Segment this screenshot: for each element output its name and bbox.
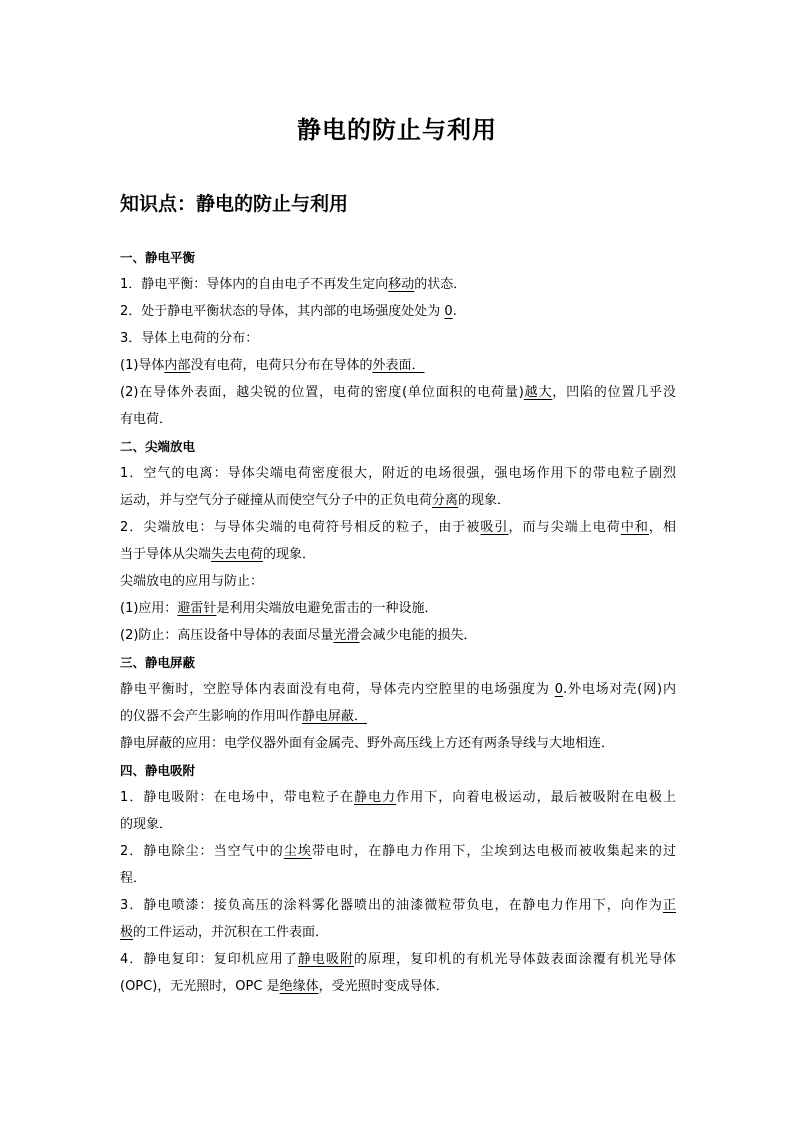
text-segment: 的原理，复印机的有机光导体鼓表面涂覆有机光导体 — [354, 952, 676, 967]
text-segment: 的状态． — [414, 277, 467, 292]
subsection-heading — [120, 649, 676, 676]
underlined-term: 分离 — [432, 493, 459, 508]
underlined-term: 静电屏蔽． — [302, 709, 368, 724]
text-segment: (OPC)，无光照时，OPC 是 — [120, 979, 280, 994]
text-segment: . — [452, 304, 457, 319]
text-line — [120, 568, 676, 595]
underlined-term: 静电力 — [354, 790, 397, 805]
text-line — [120, 919, 676, 946]
text-segment: 1．静电平衡：导体内的自由电子不再发生定向 — [120, 277, 389, 292]
text-segment: 的现象． — [263, 547, 316, 562]
subsection-heading — [120, 757, 676, 784]
text-segment: 的工件运动，并沉积在工件表面． — [133, 925, 329, 940]
text-line — [120, 946, 676, 973]
underlined-term: 正 — [662, 898, 676, 913]
text-segment: 3．静电喷漆：接负高压的涂料雾化器喷出的油漆微粒带负电，在静电力作用下，向作为 — [120, 898, 663, 913]
text-line — [120, 784, 676, 811]
underlined-term: 移动 — [388, 277, 415, 292]
text-line — [120, 811, 676, 838]
text-segment: ，凹陷的位置几乎没 — [552, 385, 676, 400]
document-title: 静电的防止与利用 — [297, 116, 497, 144]
text-segment: ，相 — [648, 520, 676, 535]
text-line — [120, 838, 676, 865]
section-title: 知识点：静电的防止与利用 — [120, 193, 349, 215]
underlined-term: 绝缘体 — [279, 979, 319, 994]
text-segment: (1)应用： — [120, 601, 178, 616]
text-segment: 1．静电吸附：在电场中，带电粒子在 — [120, 790, 355, 805]
text-line — [120, 514, 676, 541]
text-segment: ，而与尖端上电荷 — [508, 520, 621, 535]
underlined-term: 失去电荷 — [211, 547, 264, 562]
document-body — [120, 244, 676, 1000]
text-segment: 二、尖端放电 — [120, 439, 196, 454]
text-line — [120, 730, 676, 757]
text-line — [120, 379, 676, 406]
text-segment: .外电场对壳(网)内 — [562, 682, 676, 697]
underlined-term: 尘埃 — [283, 844, 312, 859]
text-line — [120, 406, 676, 433]
subsection-heading — [120, 433, 676, 460]
text-line — [120, 271, 676, 298]
text-segment: 程． — [120, 871, 147, 886]
text-segment: 是利用尖端放电避免雷击的一种设施． — [216, 601, 438, 616]
text-line — [120, 595, 676, 622]
text-segment: 的现象． — [458, 493, 511, 508]
text-segment: 四、静电吸附 — [120, 763, 196, 778]
text-segment: 作用下，向着电极运动，最后被吸附在电极上 — [396, 790, 676, 805]
text-line — [120, 622, 676, 649]
text-segment: 的仪器不会产生影响的作用叫作 — [120, 709, 303, 724]
text-line — [120, 973, 676, 1000]
text-line — [120, 487, 676, 514]
text-segment: 会减少电能的损失． — [359, 628, 477, 643]
text-line — [120, 676, 676, 703]
text-line — [120, 460, 676, 487]
text-segment: (2)在导体外表面，越尖锐的位置，电荷的密度(单位面积的电荷量) — [120, 385, 524, 400]
text-line — [120, 541, 676, 568]
text-line — [120, 703, 676, 730]
text-segment: 运动，并与空气分子碰撞从而使空气分子中的正负电荷 — [120, 493, 433, 508]
underlined-term: 静电吸附 — [297, 952, 355, 967]
text-segment: (1)导体 — [120, 358, 165, 373]
underlined-term: 外表面． — [372, 358, 425, 373]
text-segment: 1．空气的电离：导体尖端电荷密度很大，附近的电场很强，强电场作用下的带电粒子剧烈 — [120, 466, 676, 481]
underlined-term: 避雷针 — [177, 601, 217, 616]
text-segment: 静电平衡时，空腔导体内表面没有电荷，导体壳内空腔里的电场强度为 — [120, 682, 555, 697]
text-line — [120, 352, 676, 379]
text-segment: 静电屏蔽的应用：电学仪器外面有金属壳、野外高压线上方还有两条导线与大地相连． — [120, 736, 615, 751]
underlined-term: 中和 — [620, 520, 649, 535]
text-segment: 3．导体上电荷的分布： — [120, 331, 259, 346]
text-line — [120, 865, 676, 892]
text-segment: 尖端放电的应用与防止： — [120, 574, 264, 589]
text-segment: 没有电荷，电荷只分布在导体的 — [190, 358, 373, 373]
text-segment: 当于导体从尖端 — [120, 547, 212, 562]
underlined-term: 极 — [120, 925, 134, 940]
text-line — [120, 892, 676, 919]
text-segment: 4．静电复印：复印机应用了 — [120, 952, 298, 967]
underlined-term: 越大 — [523, 385, 553, 400]
text-line — [120, 325, 676, 352]
text-segment: (2)防止：高压设备中导体的表面尽量 — [120, 628, 334, 643]
subsection-heading — [120, 244, 676, 271]
text-segment: 三、静电屏蔽 — [120, 655, 196, 670]
text-line — [120, 298, 676, 325]
underlined-term: 吸引 — [480, 520, 509, 535]
text-segment: ，受光照时变成导体． — [318, 979, 449, 994]
underlined-term: 0 — [554, 682, 563, 697]
text-segment: 2．处于静电平衡状态的导体，其内部的电场强度处处为 — [120, 304, 445, 319]
underlined-term: 光滑 — [333, 628, 360, 643]
text-segment: 一、静电平衡 — [120, 250, 196, 265]
underlined-term: 0 — [444, 304, 453, 319]
text-segment: 2．静电除尘：当空气中的 — [120, 844, 284, 859]
underlined-term: 内部 — [164, 358, 191, 373]
text-segment: 有电荷． — [120, 412, 173, 427]
text-segment: 的现象． — [120, 817, 173, 832]
text-segment: 2．尖端放电：与导体尖端的电荷符号相反的粒子，由于被 — [120, 520, 481, 535]
text-segment: 带电时，在静电力作用下，尘埃到达电极而被收集起来的过 — [311, 844, 676, 859]
